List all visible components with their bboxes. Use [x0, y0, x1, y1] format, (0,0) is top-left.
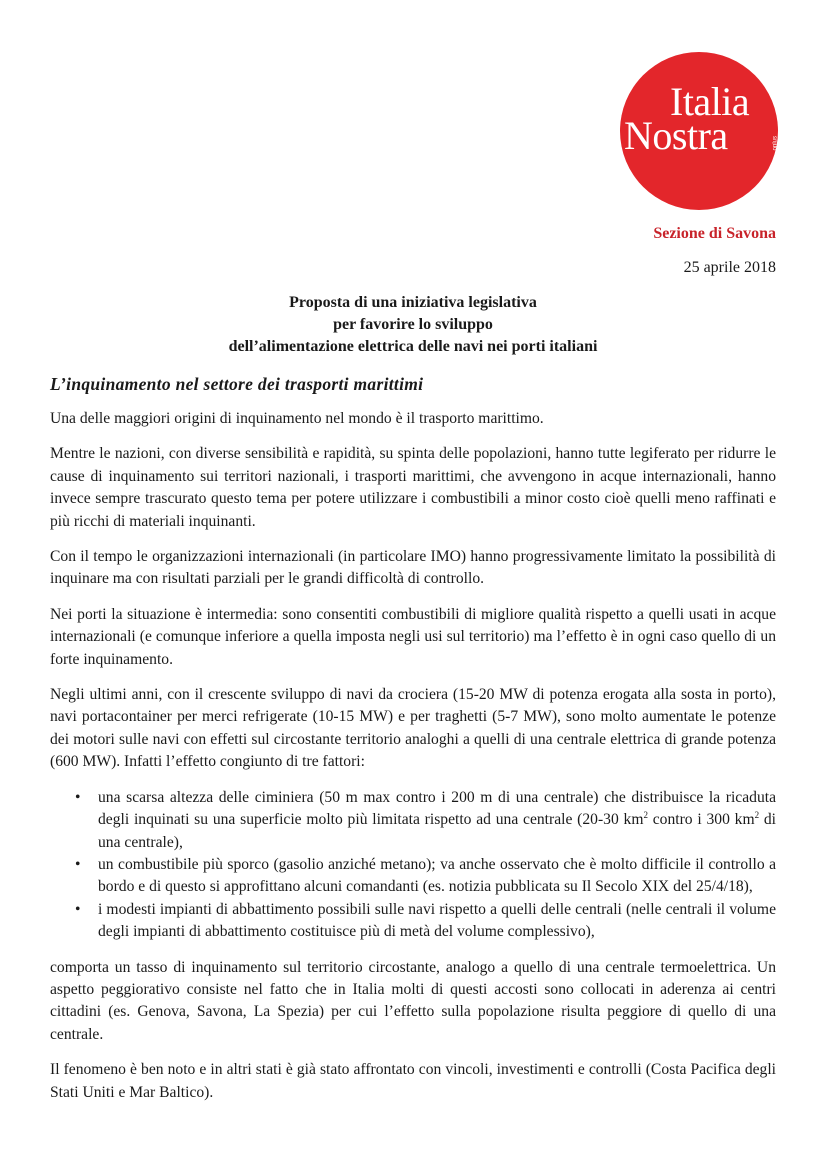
- list-item-text: una scarsa altezza delle ciminiera (50 m max contro i 200 m di una centrale) che distribuisce la ricaduta degli inquinati su una superficie molto più limitata rispetto ad una centrale (20-30 km: [98, 788, 776, 829]
- paragraph: Nei porti la situazione è intermedia: sono consentiti combustibili di migliore qualità rispetto a quelli usati in acque internazionali (e comunque inferiore a quella imposta negli usi sul territorio) ma l’effetto è in ogni caso quello di un forte inquinamento.: [50, 605, 776, 668]
- document-date: 25 aprile 2018: [683, 259, 776, 276]
- paragraph: Con il tempo le organizzazioni internazionali (in particolare IMO) hanno progressivamente limitato la possibilità di inquinare ma con risultati parziali per le grandi difficoltà di controllo.: [50, 548, 776, 588]
- paragraph: Una delle maggiori origini di inquinamento nel mondo è il trasporto marittimo.: [50, 410, 544, 427]
- paragraph: Mentre le nazioni, con diverse sensibilità e rapidità, su spinta delle popolazioni, hanno tutte legiferato per ridurre le cause di inquinamento sui territori nazionali, i trasporti marittimi, che avvengono in acque internazionali, hanno invece sempre trascurato questo tema per potere utilizzare i combustibili a minor costo cioè quelli meno raffinati e più ricchi di materiali inquinanti.: [50, 445, 776, 530]
- list-item: [50, 899, 776, 944]
- bullet-icon: •: [75, 855, 81, 873]
- list-item-text: di una centrale),: [98, 811, 776, 851]
- superscript: 2: [754, 810, 760, 821]
- logo-line-2: Nostra: [624, 113, 728, 158]
- paragraph: Il fenomeno è ben noto e in altri stati è già stato affrontato con vincoli, investimenti e controlli (Costa Pacifica degli Stati Uniti e Mar Baltico).: [50, 1061, 776, 1101]
- bullet-icon: •: [75, 788, 81, 806]
- list-item: [50, 854, 776, 899]
- bullet-icon: •: [75, 900, 81, 918]
- bullet-list: [50, 787, 776, 944]
- logo-tag: onlus: [772, 136, 778, 151]
- section-name: Sezione di Savona: [653, 225, 776, 242]
- list-item-text: un combustibile più sporco (gasolio anziché metano); va anche osservato che è molto difficile il controllo a bordo e di questo si approfittano alcuni comandanti (es. notizia pubblicata su Il Secolo XIX del 25/4/18),: [98, 855, 776, 896]
- paragraph: comporta un tasso di inquinamento sul territorio circostante, analogo a quello di una centrale termoelettrica. Un aspetto peggiorativo consiste nel fatto che in Italia molti di questi accosti sono collocati in aderenza ai centri cittadini (es. Genova, Savona, La Spezia) per cui l’effetto sulla popolazione risulta peggiore di quello di una centrale.: [50, 958, 776, 1043]
- logo-line-1: Italia: [670, 79, 750, 124]
- document-title: [50, 292, 776, 358]
- italia-nostra-logo: [620, 52, 778, 210]
- superscript: 2: [643, 810, 648, 821]
- document-body: [50, 408, 776, 1117]
- list-item: [50, 787, 776, 854]
- section-heading: L’inquinamento nel settore dei trasporti marittimi: [50, 374, 424, 394]
- title-line: per favorire lo sviluppo: [333, 316, 493, 333]
- list-item-text: contro i 300 km: [647, 811, 755, 829]
- list-item-text: i modesti impianti di abbattimento possibili sulle navi rispetto a quelli delle centrali (nelle centrali il volume degli impianti di abbattimento costituisce più di metà del volume complessivo),: [98, 900, 776, 941]
- title-line: dell’alimentazione elettrica delle navi nei porti italiani: [228, 338, 598, 355]
- paragraph: Negli ultimi anni, con il crescente sviluppo di navi da crociera (15-20 MW di potenza erogata alla sosta in porto), navi portacontainer per merci refrigerate (10-15 MW) e per traghetti (5-7 MW), sono molto aumentate le potenze dei motori sulle navi con effetti sul circostante territorio analoghi a quelli di una centrale elettrica di grande potenza (600 MW). Infatti l’effetto congiunto di tre fattori:: [50, 686, 776, 771]
- title-line: Proposta di una iniziativa legislativa: [289, 294, 537, 311]
